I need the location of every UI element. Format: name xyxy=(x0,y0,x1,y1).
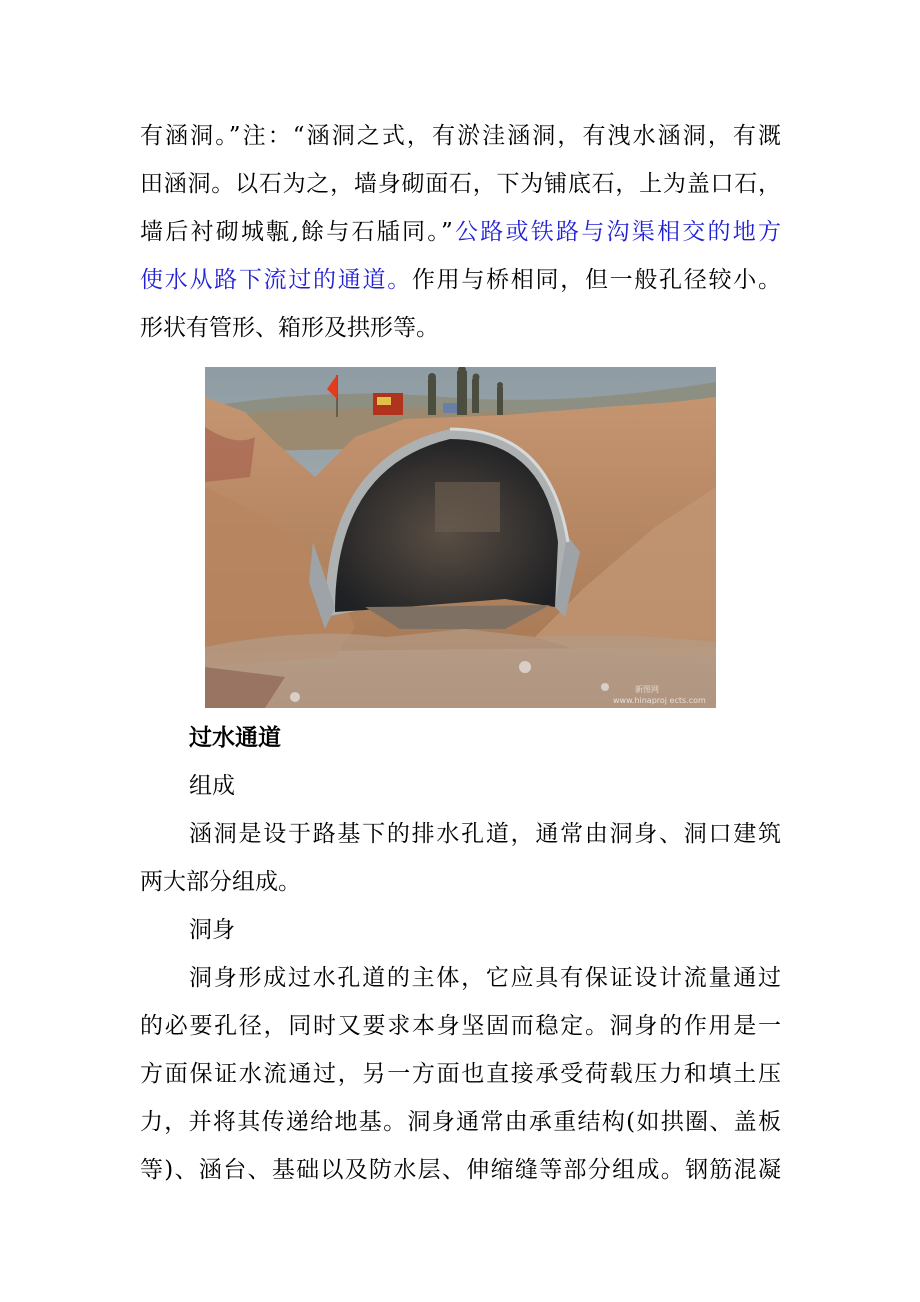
text-line: 涵洞是设于路基下的排水孔道，通常由洞身、洞口建筑 xyxy=(189,821,781,847)
text-span: 作用与桥相同，但一般孔径较小。 xyxy=(411,267,782,293)
watermark-site: 新图网 xyxy=(635,685,659,694)
definition-link[interactable]: 使水从路下流过的通道。 xyxy=(140,267,412,293)
text-line: 等)、涵台、基础以及防水层、伸缩缝等部分组成。钢筋混凝 xyxy=(140,1157,781,1183)
subheading-composition: 组成 xyxy=(189,773,235,799)
watermark-url: www.hinaproj ects.com xyxy=(613,696,706,705)
text-line: 洞身形成过水孔道的主体，它应具有保证设计流量通过 xyxy=(189,965,781,991)
text-line: 的必要孔径，同时又要求本身坚固而稳定。洞身的作用是一 xyxy=(140,1013,781,1039)
text-line xyxy=(140,208,781,256)
composition-paragraph xyxy=(140,810,781,906)
text-line: 田涵洞。以石为之，墙身砌面石，下为铺底石，上为盖口石， xyxy=(140,171,781,197)
text-line: 形状有管形、箱形及拱形等。 xyxy=(140,315,439,341)
section-heading: 过水通道 xyxy=(189,724,281,751)
text-line: 力，并将其传递给地基。洞身通常由承重结构(如拱圈、盖板 xyxy=(140,1109,781,1135)
text-line: 有涵洞。”注：“涵洞之式，有淤洼涵洞，有洩水涵洞，有溉 xyxy=(140,123,781,149)
text-line: 两大部分组成。 xyxy=(140,869,301,895)
culvert-photo-illustration xyxy=(205,367,716,708)
subheading-body: 洞身 xyxy=(189,917,235,943)
text-line: 方面保证水流通过，另一方面也直接承受荷载压力和填土压 xyxy=(140,1061,781,1087)
culvert-photo xyxy=(205,367,716,708)
definition-link[interactable]: 公路或铁路与沟渠相交的地方 xyxy=(452,219,781,245)
intro-paragraph xyxy=(140,112,781,352)
text-line xyxy=(140,256,781,304)
body-paragraph xyxy=(140,954,781,1194)
text-span: 墙后衬砌城甎,餘与石牐同。” xyxy=(140,219,453,245)
